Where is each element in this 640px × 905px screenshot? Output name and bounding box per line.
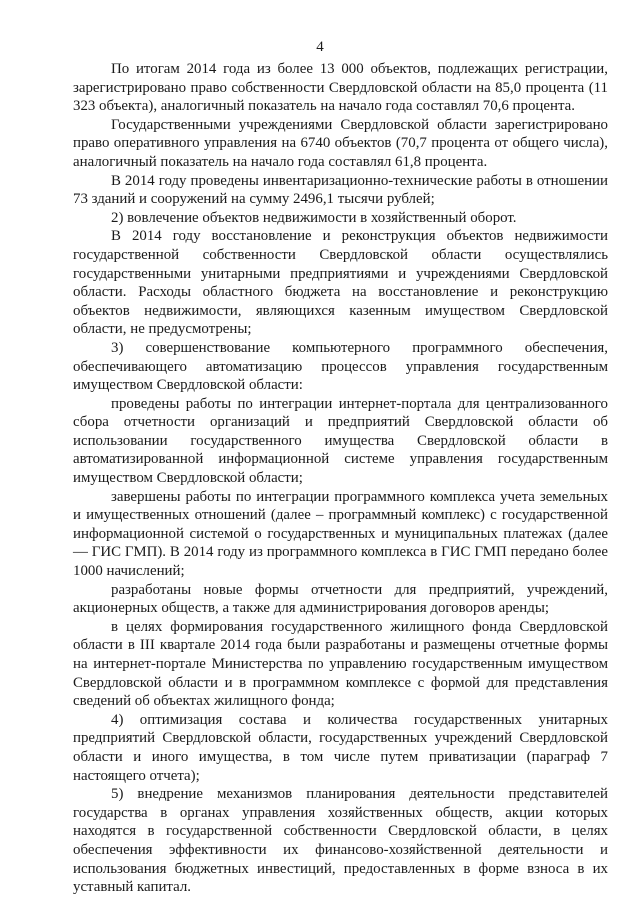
paragraph: проведены работы по интеграции интернет-портала для централизованного сбора отчетности организаций и предприятий Свердловской области об использовании государственного имущества Свердловской области в автоматизированной информационной системе управления государственным имуществом Свердловской области; [73,395,608,487]
paragraph: 2) вовлечение объектов недвижимости в хозяйственный оборот. [111,209,517,226]
paragraph: Государственными учреждениями Свердловской области зарегистрировано право оперативного управления на 6740 объектов (70,7 процента от общего числа), аналогичный показатель на начало года составлял 61,8 процента. [73,116,608,170]
page-number: 4 [316,39,324,55]
paragraph: В 2014 году проведены инвентаризационно-технические работы в отношении 73 зданий и сооружений на сумму 2496,1 тысячи рублей; [73,172,608,208]
paragraph: По итогам 2014 года из более 13 000 объектов, подлежащих регистрации, зарегистрировано право собственности Свердловской области на 85,0 процента (11 323 объекта), аналогичный показатель на начало года составлял 70,6 процента. [73,61,608,115]
paragraph: разработаны новые формы отчетности для предприятий, учреждений, акционерных обществ, а также для администрирования договоров аренды; [73,581,608,617]
paragraph: 3) совершенствование компьютерного программного обеспечения, обеспечивающего автоматизацию процессов управления государственным имуществом Свердловской области: [73,339,608,394]
paragraph: 5) внедрение механизмов планирования деятельности представителей государства в органах управления хозяйственных обществ, акции которых находятся в государственной собственности Свердловской области, в целях обеспечения эффективности их финансово-хозяйственной деятельности и использования бюджетных инвестиций, предоставленных в форме взноса в их уставный капитал. [73,786,608,896]
paragraph: В 2014 году восстановление и реконструкция объектов недвижимости государственной собственности Свердловской области осуществлялись государственными унитарными предприятиями и учреждениями Свердловской области. Расходы областного бюджета на восстановление и реконструкцию объектов недвижимости, являющихся казенным имуществом Свердловской области, не предусмотрены; [73,228,608,338]
paragraph: в целях формирования государственного жилищного фонда Свердловской области в III квартале 2014 года были разработаны и размещены отчетные формы на интернет-портале Министерства по управлению государственным имуществом Свердловской области и в программном комплексе с формой для представления сведений об объектах жилищного фонда; [73,618,608,710]
document-body [73,60,608,897]
paragraph: завершены работы по интеграции программного комплекса учета земельных и имущественных отношений (далее – программный комплекс) с государственной информационной системой о государственных и муниципальных платежах (далее — ГИС ГМП). В 2014 году из программного комплекса в ГИС ГМП передано более 1000 начислений; [73,488,608,580]
paragraph: 4) оптимизация состава и количества государственных унитарных предприятий Свердловской области, государственных учреждений Свердловской области и иного имущества, в том числе путем приватизации (параграф 7 настоящего отчета); [73,711,608,784]
